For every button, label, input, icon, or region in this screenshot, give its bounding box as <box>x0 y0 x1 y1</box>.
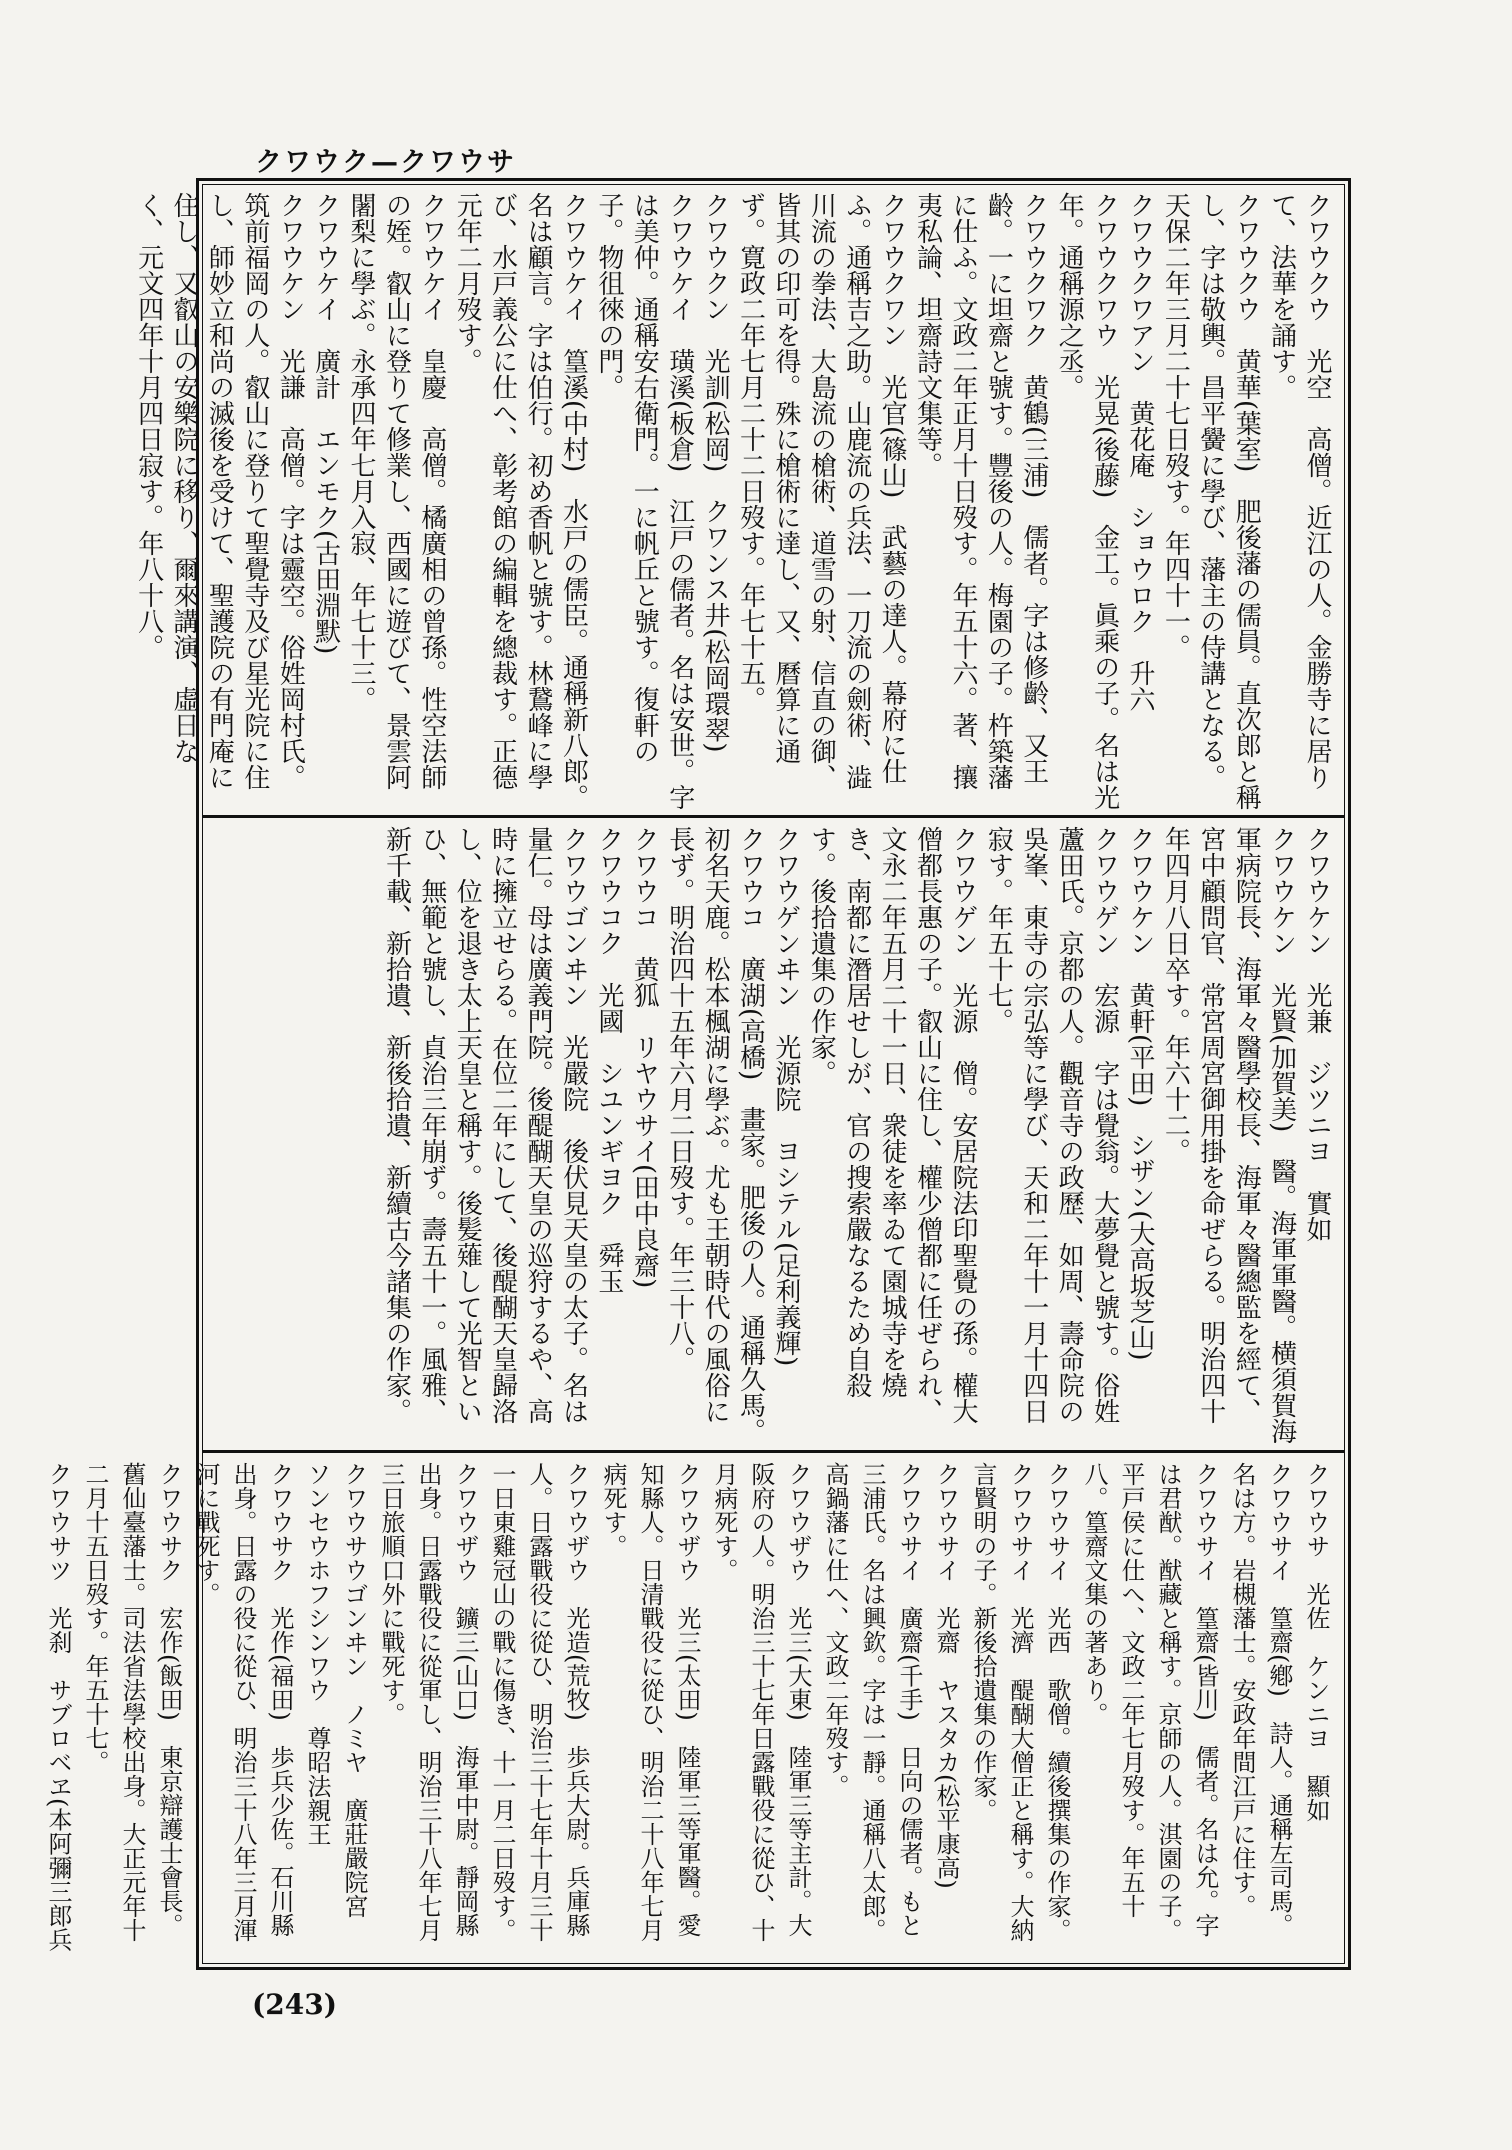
entry-band-bottom <box>44 1462 1338 1958</box>
entry-text-middle: クワウケン 光兼 ジツニヨ 實如 クワウケン 光賢(加賀美) 醫。海軍軍醫。横須賀海軍病院長、海軍々醫學校長、海軍々醫總監を經て、宮中顧問官、常宮周宮御用掛を命ぜらる。明治四十年四月八日卒す。年六十二。 クワウケン 黄軒(平田) シザン(大高坂芝山) クワウゲン 宏源 字は覺翁。大夢覺と號す。俗姓蘆田氏。京都の人。觀音寺の政歷、如周、壽命院の吳峯、東寺の宗弘等に學び、天和二年十一月十四日寂す。年五十七。 クワウゲン 光源 僧。安居院法印聖覺の孫。權大僧都長惠の子。叡山に住し、權少僧都に任ぜられ、文永二年五月二十一日、衆徒を率ゐて園城寺を燒き、南都に潛居せしが、官の搜索嚴なるため自殺す。後拾遺集の作家。 クワウゲンヰン 光源院 ヨシテル(足利義輝) クワウコ 廣湖(高橋) 畫家。肥後の人。通稱久馬。初名天鹿。松本楓湖に學ぶ。尤も王朝時代の風俗に長ず。明治四十五年六月二日歿す。年三十八。 クワウコ 黄狐 リヤウサイ(田中良齋) クワウコク 光國 シユンギヨク 舜玉 クワウゴンヰン 光嚴院 後伏見天皇の太子。名は量仁。母は廣義門院。後醍醐天皇の巡狩するや、高時に擁立せらる。在位二年にして、後醍醐天皇歸洛し、位を退き太上天皇と稱す。後髪薙して光智といひ、無範と號し、貞治三年崩ず。壽五十一。風雅、新千載、新拾遺、新後拾遺、新續古今諸集の作家。 <box>381 826 1332 1445</box>
band-divider-2 <box>202 1450 1345 1453</box>
page-header: クワウク—クワウサ <box>255 147 516 178</box>
entry-text-top: クワウクウ 光空 高僧。近江の人。金勝寺に居りて、法華を誦す。 クワウクウ 黄華(葉室) 肥後藩の儒員。直次郎と稱し、字は敬輿。昌平黌に學び、藩主の侍講となる。天保二年三月二十七日歿す。年四十一。 クワウクワアン 黄花庵 ショウロク 升六 クワウクワウ 光晃(後藤) 金工。眞乘の子。名は光年。通稱源之丞。 クワウクワク 黄鶴(三浦) 儒者。字は修齡、又王齡。一に坦齋と號す。豐後の人。梅園の子。杵築藩に仕ふ。文政二年正月十日歿す。年五十六。著、攘夷私論、坦齋詩文集等。 クワウクワン 光官(篠山) 武藝の達人。幕府に仕ふ。通稱吉之助。山鹿流の兵法、一刀流の劍術、澁川流の拳法、大島流の槍術、道雪の射、信直の御、皆其の印可を得。殊に槍術に達し、又、曆算に通ず。寛政二年七月二十二日歿す。年七十五。 クワウクン 光訓(松岡) クワンス井(松岡環翠) クワウケイ 璜溪(板倉) 江戸の儒者。名は安世。字は美仲。通稱安右衛門。一に帆丘と號す。復軒の子。物徂徠の門。 クワウケイ 篁溪(中村) 水戸の儒臣。通稱新八郎。名は顧言。字は伯行。初め香帆と號す。林鵞峰に學び、水戸義公に仕へ、彰考館の編輯を總裁す。正德元年二月歿す。 クワウケイ 皇慶 高僧。橘廣相の曾孫。性空法師の姪。叡山に登りて修業し、西國に遊びて、景雲阿闍梨に學ぶ。永承四年七月入寂、年七十三。 クワウケイ 廣計 エンモク(古田淵默) クワウケン 光謙 高僧。字は靈空。俗姓岡村氏。筑前福岡の人。叡山に登りて聖覺寺及び星光院に住し、師妙立和尚の滅後を受けて、聖護院の有門庵に住し、又叡山の安樂院に移り、爾來講演、虛日なく、元文四年十月四日寂す。年八十八。 <box>133 192 1332 811</box>
band-divider-1 <box>202 815 1345 818</box>
entry-text-bottom: クワウサ 光佐 ケンニヨ 顯如 クワウサイ 篁齋(鄕) 詩人。通稱左司馬。名は方。岩槻藩士。安政年間江戸に住す。 クワウサイ 篁齋(皆川) 儒者。名は允。字は君猷。猷藏と稱す。京師の人。淇園の子。平戸侯に仕へ、文政二年七月歿す。年五十八。篁齋文集の著あり。 クワウサイ 光西 歌僧。續後撰集の作家。 クワウサイ 光濟 醍醐大僧正と稱す。大納言賢明の子。新後拾遺集の作家。 クワウサイ 光齋 ヤスタカ(松平康高) クワウサイ 廣齋(千手) 日向の儒者。もと三浦氏。名は興欽。字は一靜。通稱八太郎。高鍋藩に仕へ、文政二年歿す。 クワウザウ 光三(大東) 陸軍三等主計。大阪府の人。明治三十七年日露戰役に從ひ、十月病死す。 クワウザウ 光三(太田) 陸軍三等軍醫。愛知縣人。日清戰役に從ひ、明治二十八年七月病死す。 クワウザウ 光造(荒牧) 歩兵大尉。兵庫縣人。日露戰役に從ひ、明治三十七年十月三十一日東雞冠山の戰に傷き、十一月二日歿す。 クワウザウ 鑛三(山口) 海軍中尉。靜岡縣出身。日露戰役に從軍し、明治三十八年七月三日旅順口外に戰死す。 クワウサウゴンヰン ノミヤ 廣莊嚴院宮 ソンセウホフシンワウ 尊昭法親王 クワウサク 光作(福田) 歩兵少佐。石川縣出身。日露の役に從ひ、明治三十八年三月渾河に戰死す。 クワウサク 宏作(飯田) 東京辯護士會長。舊仙臺藩士。司法省法學校出身。大正元年十二月十五日歿す。年五十七。 クワウサツ 光刹 サブロベヱ(本阿彌三郎兵 <box>44 1462 1330 1952</box>
entry-band-top <box>133 192 1338 812</box>
entry-band-middle <box>210 826 1338 1448</box>
page-number: (243) <box>252 1988 337 2021</box>
